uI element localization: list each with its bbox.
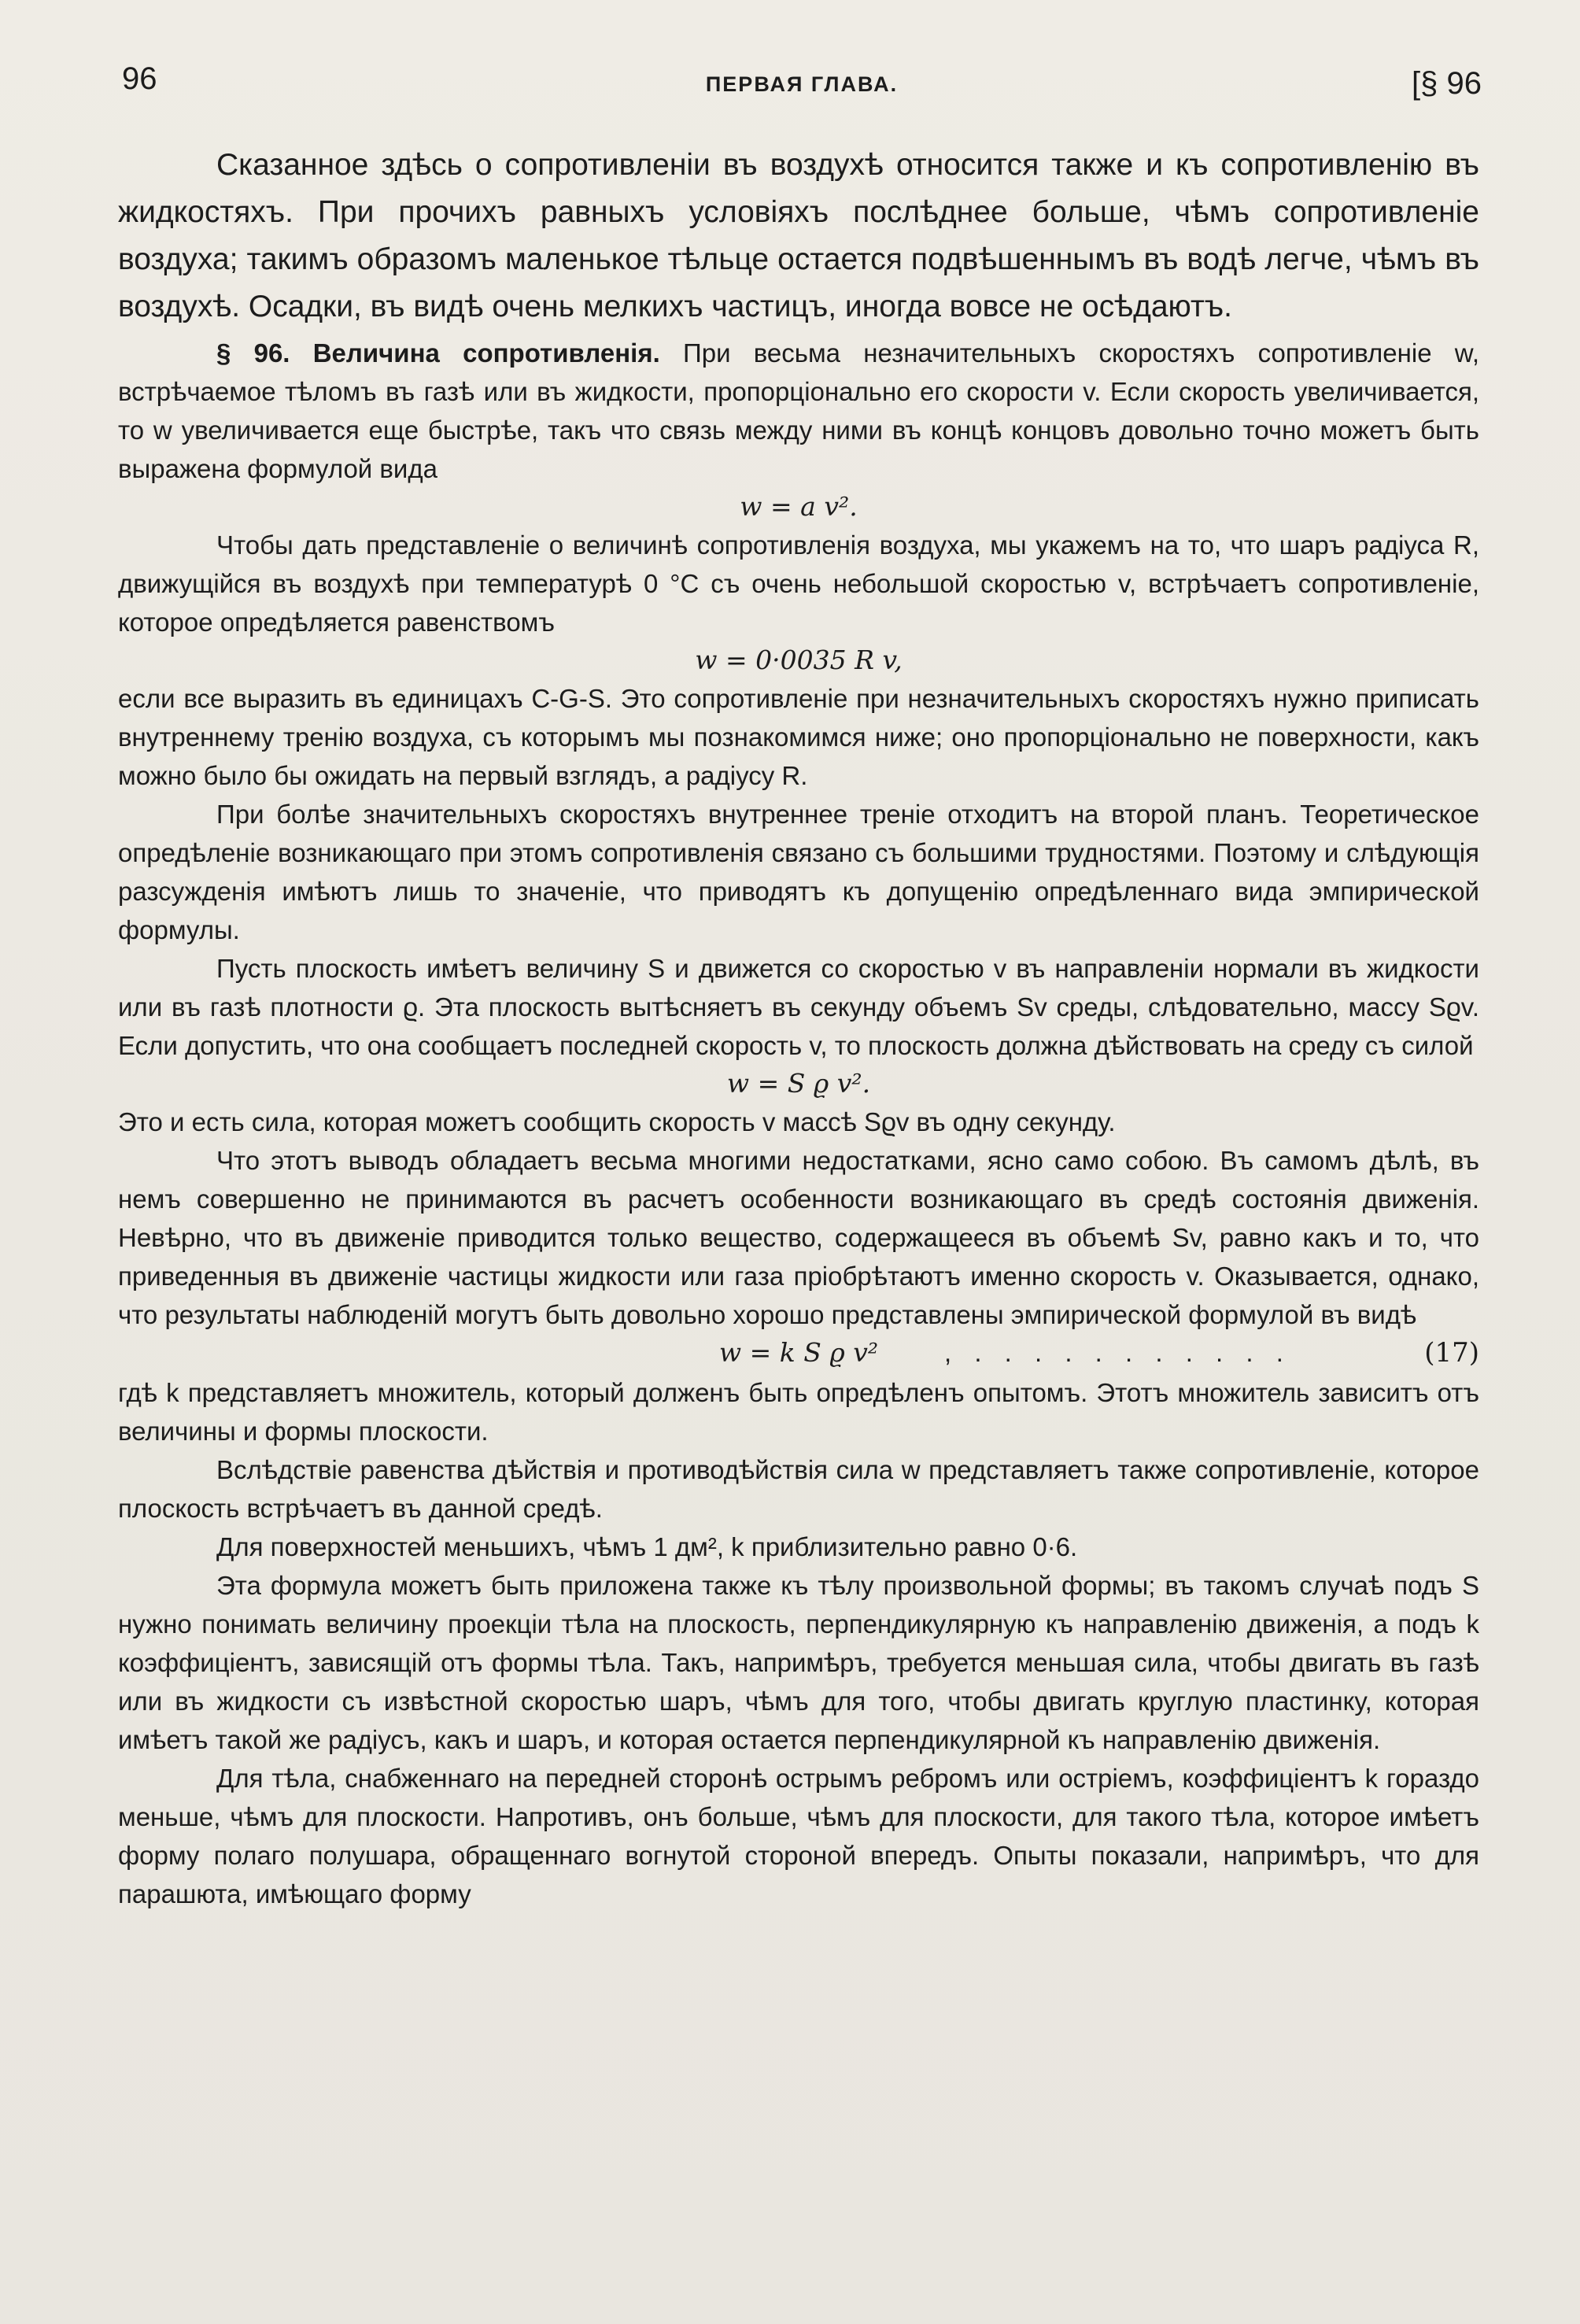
- paragraph: Эта формула можетъ быть приложена также къ тѣлу произвольной формы; въ такомъ случаѣ подъ S нужно понимать величину проекціи тѣла на плоскость, перпендикулярную къ направленію движенія, а подъ k коэффиціентъ, зависящій отъ формы тѣла. Такъ, напримѣръ, требуется меньшая сила, чтобы двигать въ газѣ или въ жидкости съ извѣстной скоростью шаръ, чѣмъ для того, чтобы двигать круглую пластинку, которая имѣетъ такой же радіусъ, какъ и шаръ, и которая остается перпендикулярной къ направленію движенія.: [118, 1571, 1479, 1754]
- paragraph: Пусть плоскость имѣетъ величину S и движется со скоростью v въ направленіи нормали въ жидкости или въ газѣ плотности ϱ. Эта плоскость вытѣсняетъ въ секунду объемъ Sv среды, слѣдовательно, массу Sϱv. Если допустить, что она сообщаетъ последней скорость v, то плоскость должна дѣйствовать на среду съ силой: [118, 954, 1479, 1060]
- paragraph: Вслѣдствіе равенства дѣйствія и противодѣйствія сила w представляетъ также сопротивленіе, которое плоскость встрѣчаетъ въ данной средѣ.: [118, 1455, 1479, 1523]
- formula-4: w = k S ϱ v²: [718, 1337, 879, 1368]
- equation-17: [118, 1334, 1479, 1373]
- paragraph: Для поверхностей меньшихъ, чѣмъ 1 дм², k приблизительно равно 0·6.: [216, 1532, 1078, 1561]
- paragraph: При болѣе значительныхъ скоростяхъ внутреннее треніе отходитъ на второй планъ. Теоретическое опредѣленіе возникающаго при этомъ сопротивленія связано съ большими трудностями. Поэтому и слѣдующія разсужденія имѣютъ лишь то значеніе, что приводятъ къ допущенію опредѣленнаго вида эмпирической формулы.: [118, 800, 1479, 944]
- chapter-title: ПЕРВАЯ ГЛАВА.: [705, 72, 899, 96]
- paragraph: Что этотъ выводъ обладаетъ весьма многими недостатками, ясно само собою. Въ самомъ дѣлѣ, въ немъ совершенно не принимаются въ расчетъ особенности возникающаго въ средѣ состоянія движенія. Невѣрно, что въ движеніе приводится только вещество, содержащееся въ объемѣ Sv, равно какъ и то, что приведенныя въ движеніе частицы жидкости или газа пріобрѣтаютъ именно скорость v. Оказывается, однако, что результаты наблюденій могутъ быть довольно хорошо представлены эмпирической формулой въ видѣ: [118, 1146, 1479, 1329]
- section-heading: § 96. Величина сопротивленія.: [216, 338, 660, 368]
- equation-number: (17): [1424, 1337, 1479, 1369]
- equation-leader-dots: , . . . . . . . . . . .: [944, 1338, 1291, 1367]
- formula-1: w = a v².: [740, 491, 858, 522]
- formula-3: w = S ϱ v².: [726, 1068, 871, 1099]
- paragraph: Для тѣла, снабженнаго на передней сторонѣ острымъ ребромъ или остріемъ, коэффиціентъ k гораздо меньше, чѣмъ для плоскости. Напротивъ, онъ больше, чѣмъ для плоскости, для такого тѣла, которое имѣетъ форму полаго полушара, обращеннаго вогнутой стороной впередъ. Опыты показали, напримѣръ, что для парашюта, имѣющаго форму: [118, 1764, 1479, 1908]
- paragraph: если все выразить въ единицахъ C-G-S. Это сопротивленіе при незначительныхъ скоростяхъ нужно приписать внутреннему тренію воздуха, съ которымъ мы познакомимся ниже; оно пропорціонально не поверхности, какъ можно было бы ожидать на первый взглядъ, а радіусу R.: [118, 684, 1479, 790]
- paragraph: гдѣ k представляетъ множитель, который долженъ быть опредѣленъ опытомъ. Этотъ множитель зависитъ отъ величины и формы плоскости.: [118, 1378, 1479, 1446]
- paragraph: Это и есть сила, которая можетъ сообщить скорость v массѣ Sϱv въ одну секунду.: [118, 1107, 1116, 1136]
- page-number: 96: [122, 61, 157, 96]
- paragraph: Чтобы дать представленіе о величинѣ сопротивленія воздуха, мы укажемъ на то, что шаръ радіуса R, движущійся въ воздухѣ при температурѣ 0 °C съ очень небольшой скоростью v, встрѣчаетъ сопротивленіе, которое опредѣляется равенствомъ: [118, 530, 1479, 637]
- section-reference: [§ 96: [1412, 66, 1482, 101]
- page-body: [118, 142, 1479, 1913]
- formula-2: w = 0·0035 R v,: [695, 645, 903, 675]
- paragraph-section-start: [118, 334, 1479, 488]
- paragraph-intro: Сказанное здѣсь о сопротивленіи въ воздухѣ относится также и къ сопротивленію въ жидкостяхъ. При прочихъ равныхъ условіяхъ послѣднее больше, чѣмъ сопротивленіе воздуха; такимъ образомъ маленькое тѣльце остается подвѣшеннымъ въ водѣ легче, чѣмъ въ воздухѣ. Осадки, въ видѣ очень мелкихъ частицъ, иногда вовсе не осѣдаютъ.: [118, 148, 1479, 323]
- running-header: [122, 61, 1482, 109]
- paragraph-text: При весьма незначительныхъ скоростяхъ сопротивленіе w, встрѣчаемое тѣломъ въ газѣ или въ жидкости, пропорціонально его скорости v. Если скорость увеличивается, то w увеличивается еще быстрѣе, такъ что связь между ними въ концѣ концовъ довольно точно можетъ быть выражена формулой вида: [118, 338, 1479, 483]
